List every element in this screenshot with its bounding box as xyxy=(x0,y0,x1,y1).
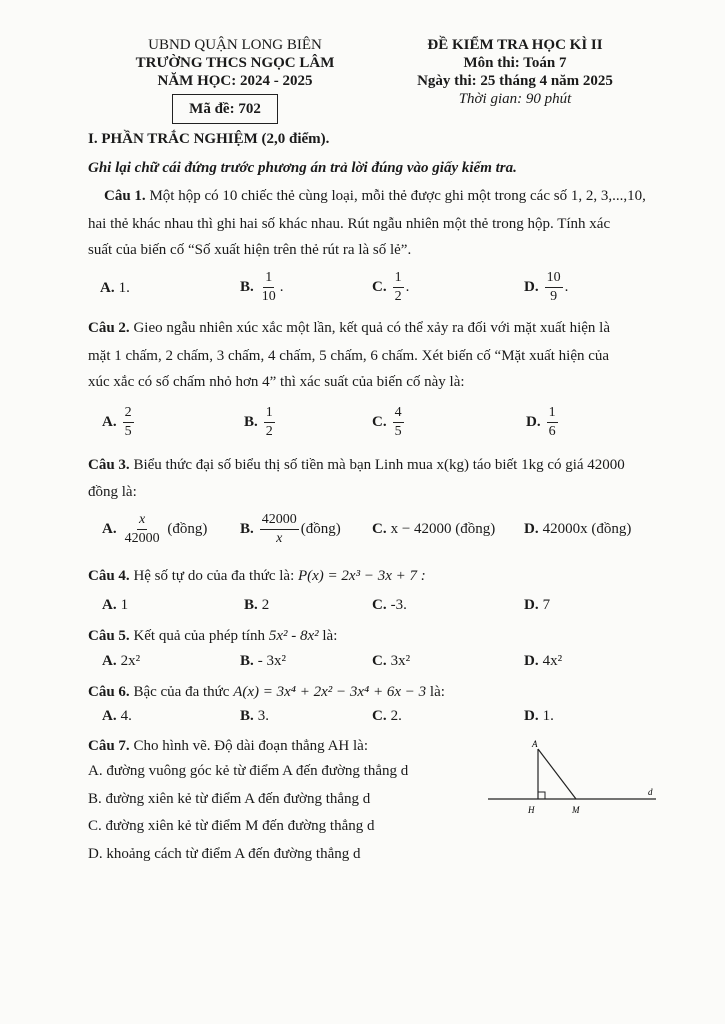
option-value: - 3x² xyxy=(257,653,287,669)
option-key: D. xyxy=(524,708,539,724)
school-name: TRƯỜNG THCS NGỌC LÂM xyxy=(135,55,335,71)
label-d: d xyxy=(648,787,653,797)
q5-option-d xyxy=(524,653,562,670)
q5-option-b xyxy=(240,653,286,670)
q5-line xyxy=(88,625,665,647)
fraction xyxy=(264,405,275,440)
option-key: A. xyxy=(102,597,117,613)
q2-line2: mặt 1 chấm, 2 chấm, 3 chấm, 4 chấm, 5 chấm, 6 chấm. Xét biến cố “Mặt xuất hiện của xyxy=(88,348,610,364)
fraction xyxy=(123,405,134,440)
denominator: 10 xyxy=(261,289,276,304)
denominator: 6 xyxy=(548,424,556,439)
numerator: 1 xyxy=(264,405,275,423)
option-value: 1 xyxy=(120,597,129,613)
option-value: 4x² xyxy=(542,653,563,669)
option-key: A. xyxy=(102,708,117,724)
fraction xyxy=(393,405,404,440)
numerator: 10 xyxy=(545,270,563,288)
option-key: A. xyxy=(100,280,115,296)
option-value: 1. xyxy=(118,280,130,296)
q3-option-d xyxy=(524,521,631,538)
option-key: C. xyxy=(372,597,387,613)
q2-line1 xyxy=(88,317,665,339)
numerator: 1 xyxy=(547,405,558,423)
q7-figure xyxy=(488,736,668,822)
option-key: C. xyxy=(372,413,387,430)
q4-line xyxy=(88,565,665,587)
option-key: B. xyxy=(240,653,254,669)
label-h: H xyxy=(528,805,535,815)
header-right xyxy=(385,36,645,108)
q3-text-1: Biểu thức đại số biểu thị số tiền mà bạn Linh mua x(kg) táo biết 1kg có giá 42000 xyxy=(129,457,625,473)
numerator: 2 xyxy=(123,405,134,423)
fraction xyxy=(547,405,558,440)
option-key: C. xyxy=(372,653,387,669)
q1-option-b: B. $\frac{1}{10}$ . xyxy=(240,270,284,304)
denominator: 9 xyxy=(550,289,558,304)
option-key: C. xyxy=(372,521,387,537)
q4-expression: P(x) = 2x³ − 3x + 7 : xyxy=(297,568,426,584)
option-key: D. xyxy=(526,413,541,430)
section-title: I. PHẦN TRẮC NGHIỆM (2,0 điểm). xyxy=(88,131,330,147)
option-value: x − 42000 (đồng) xyxy=(390,521,496,537)
numerator: 42000 xyxy=(260,512,299,530)
option-key: B. xyxy=(240,278,254,295)
option-key: B. xyxy=(244,413,258,430)
exam-code: Mã đề: 702 xyxy=(172,94,278,124)
q7-number: Câu 7. xyxy=(88,738,130,754)
q6-option-a xyxy=(102,708,132,725)
q1-option-d: D. $\frac{10}{9}$ . xyxy=(524,270,569,304)
q4-text: Hệ số tự do của đa thức là: xyxy=(129,568,298,584)
q1-number: Câu 1. xyxy=(104,188,146,204)
q3-option-c xyxy=(372,521,495,538)
q4-option-a xyxy=(102,597,128,614)
subject: Môn thi: Toán 7 xyxy=(463,55,567,71)
q3-line2: đồng là: xyxy=(88,484,137,500)
q1-option-c: C. $\frac{1}{2}$ . xyxy=(372,270,410,304)
q6-expression: A(x) = 3x⁴ + 2x² − 3x⁴ + 6x − 3 xyxy=(233,684,427,700)
option-value: 3x² xyxy=(390,653,411,669)
q6-line xyxy=(88,681,665,703)
q1-line3: suất của biến cố “Số xuất hiện trên thẻ rút ra là số lẻ”. xyxy=(88,242,412,258)
q3-option-a xyxy=(102,512,207,547)
q4-option-d xyxy=(524,597,550,614)
q2-option-d xyxy=(526,405,560,440)
unit: (đồng) xyxy=(167,520,208,537)
option-key: D. xyxy=(524,653,539,669)
label-a: A xyxy=(532,739,538,749)
q2-line3: xúc xắc có số chấm nhỏ hơn 4” thì xác suất của biến cố này là: xyxy=(88,374,465,390)
option-key: A. xyxy=(102,653,117,669)
exam-duration: Thời gian: 90 phút xyxy=(458,91,572,107)
q2-option-b xyxy=(244,405,277,440)
q4-number: Câu 4. xyxy=(88,568,130,584)
q7-option-b: B. đường xiên kẻ từ điểm A đến đường thẳng d xyxy=(88,791,371,807)
q5-number: Câu 5. xyxy=(88,628,130,644)
numerator: 1 xyxy=(263,270,274,288)
option-value: 2 xyxy=(261,597,270,613)
option-value: 3. xyxy=(257,708,270,724)
q2-text-1: Gieo ngẫu nhiên xúc xắc một lần, kết quả có thể xảy ra đối với mặt xuất hiện là xyxy=(129,320,610,336)
label-m: M xyxy=(572,805,580,815)
fraction xyxy=(260,512,299,547)
unit: (đồng) xyxy=(300,520,341,537)
q3-option-b xyxy=(240,512,341,547)
q6-text: Bậc của đa thức xyxy=(129,684,234,700)
option-key: B. xyxy=(240,520,254,537)
denominator: 2 xyxy=(394,289,402,304)
q1-line2: hai thẻ khác nhau thì ghi hai số khác nhau. Rút ngẫu nhiên một thẻ trong hộp. Tính xác xyxy=(88,216,611,232)
header-left xyxy=(120,36,350,90)
q5-text: Kết quả của phép tính xyxy=(129,628,269,644)
q2-number: Câu 2. xyxy=(88,320,130,336)
denominator: 5 xyxy=(394,424,402,439)
q2-option-c xyxy=(372,405,406,440)
numerator: x xyxy=(137,512,147,530)
numerator: 1 xyxy=(393,270,404,288)
q4-option-c xyxy=(372,597,407,614)
option-key: D. xyxy=(524,597,539,613)
fraction xyxy=(545,270,563,305)
option-key: C. xyxy=(372,278,387,295)
q3-line1 xyxy=(88,454,665,476)
option-value: 7 xyxy=(542,597,551,613)
option-value: -3. xyxy=(390,597,407,613)
q7-option-d: D. khoảng cách từ điểm A đến đường thẳng d xyxy=(88,846,361,862)
q5-option-a xyxy=(102,653,140,670)
fraction xyxy=(123,512,162,547)
fraction xyxy=(260,270,278,305)
option-key: D. xyxy=(524,278,539,295)
fraction xyxy=(393,270,404,305)
option-key: B. xyxy=(244,597,258,613)
numerator: 4 xyxy=(393,405,404,423)
denominator: x xyxy=(276,531,283,546)
option-value: 2x² xyxy=(120,653,141,669)
q1-text-1: Một hộp có 10 chiếc thẻ cùng loại, mỗi thẻ được ghi một trong các số 1, 2, 3,...,10, xyxy=(145,188,646,204)
school-year: NĂM HỌC: 2024 - 2025 xyxy=(157,73,313,89)
option-key: D. xyxy=(524,521,539,537)
q7-text: Cho hình vẽ. Độ dài đoạn thẳng AH là: xyxy=(129,738,368,754)
q5-tail: là: xyxy=(318,628,338,644)
q6-option-d xyxy=(524,708,554,725)
denominator: 2 xyxy=(265,424,273,439)
option-key: A. xyxy=(102,520,117,537)
q7-option-a: A. đường vuông góc kẻ từ điểm A đến đường thẳng d xyxy=(88,763,409,779)
q5-option-c xyxy=(372,653,410,670)
option-value: 42000x (đồng) xyxy=(542,521,632,537)
q6-option-b xyxy=(240,708,269,725)
q2-option-a xyxy=(102,405,136,440)
q6-tail: là: xyxy=(426,684,445,700)
option-key: A. xyxy=(102,413,117,430)
q3-number: Câu 3. xyxy=(88,457,130,473)
option-key: C. xyxy=(372,708,387,724)
exam-date: Ngày thi: 25 tháng 4 năm 2025 xyxy=(417,73,613,89)
option-value: 1. xyxy=(542,708,554,724)
q6-option-c xyxy=(372,708,402,725)
q4-option-b xyxy=(244,597,269,614)
q7-option-c: C. đường xiên kẻ từ điểm M đến đường thẳng d xyxy=(88,818,375,834)
department-name: UBND QUẬN LONG BIÊN xyxy=(148,37,322,53)
exam-title: ĐỀ KIỂM TRA HỌC KÌ II xyxy=(427,37,603,53)
denominator: 42000 xyxy=(124,531,160,546)
q5-expression: 5x² - 8x² xyxy=(268,628,319,644)
denominator: 5 xyxy=(124,424,132,439)
option-value: 4. xyxy=(120,708,132,724)
option-value: 2. xyxy=(390,708,402,724)
option-key: B. xyxy=(240,708,254,724)
q1-option-a xyxy=(100,280,130,297)
q6-number: Câu 6. xyxy=(88,684,130,700)
q1-line1 xyxy=(104,185,665,207)
right-angle-mark xyxy=(538,792,545,799)
section-instruction: Ghi lại chữ cái đứng trước phương án trả lời đúng vào giấy kiểm tra. xyxy=(88,160,517,176)
